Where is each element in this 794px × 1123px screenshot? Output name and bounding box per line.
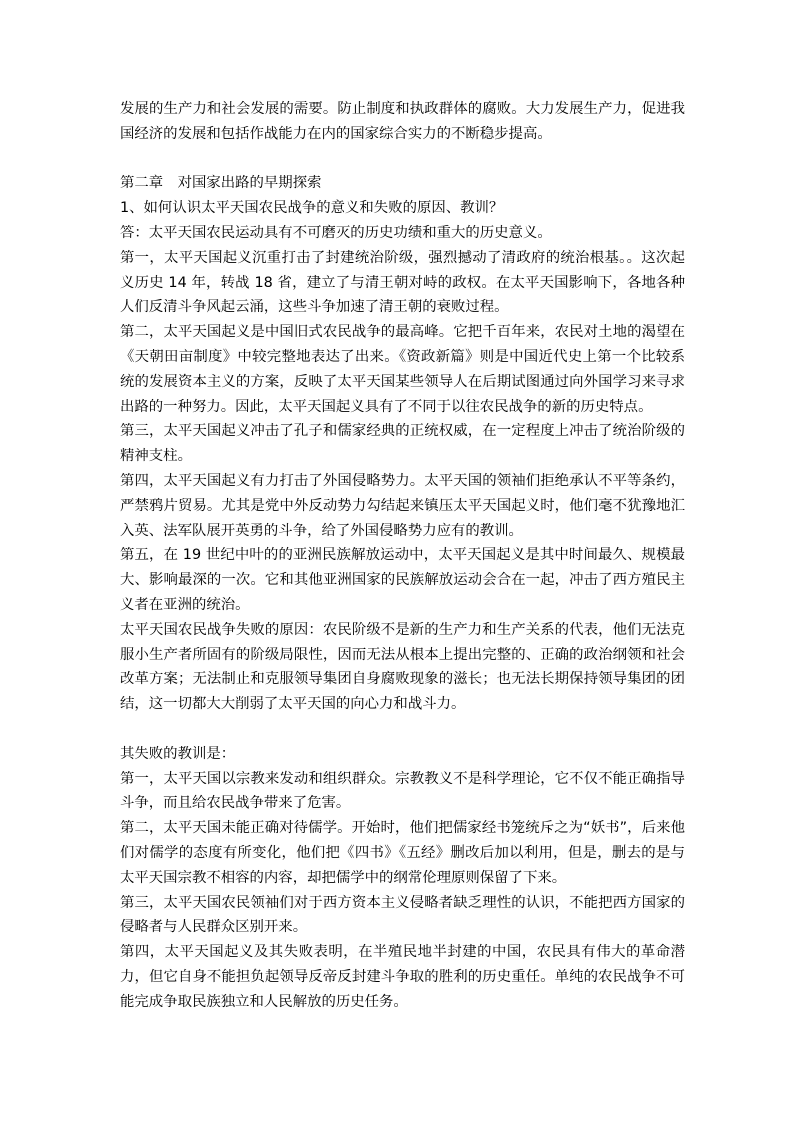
document-body — [120, 97, 685, 1014]
paragraph-lesson-third: 第三，太平天国农民领袖们对于西方资本主义侵略者缺乏理性的认识，不能把西方国家的侵略者与人民群众区别开来。 — [120, 894, 685, 936]
question-heading: 1、如何认识太平天国农民战争的意义和失败的原因、教训？ — [120, 200, 504, 217]
paragraph-failure-causes: 太平天国农民战争失败的原因：农民阶级不是新的生产力和生产关系的代表，他们无法克服小生产者所固有的阶级局限性，因而无法从根本上提出完整的、正确的政治纲领和社会改革方案；无法制止和克服领导集团自身腐败现象的滋长；也无法长期保持领导集团的团结，这一切都大大削弱了太平天国的向心力和战斗力。 — [120, 621, 685, 713]
blank-line — [120, 717, 685, 742]
paragraph-fourth-point: 第四，太平天国起义有力打击了外国侵略势力。太平天国的领袖们拒绝承认不平等条约，严禁鸦片贸易。尤其是党中外反动势力勾结起来镇压太平天国起义时，他们毫不犹豫地汇入英、法军队展开英勇的斗争，给了外国侵略势力应有的教训。 — [120, 472, 685, 539]
paragraph-lesson-first: 第一，太平天国以宗教来发动和组织群众。宗教教义不是科学理论，它不仅不能正确指导斗争，而且给农民战争带来了危害。 — [120, 770, 685, 812]
answer-intro: 答：太平天国农民运动具有不可磨灭的历史功绩和重大的历史意义。 — [120, 224, 552, 241]
paragraph-third-point: 第三，太平天国起义冲击了孔子和儒家经典的正统权威，在一定程度上冲击了统治阶级的精神支柱。 — [120, 423, 685, 465]
paragraph-lesson-fourth: 第四，太平天国起义及其失败表明，在半殖民地半封建的中国，农民具有伟大的革命潜力，但它自身不能担负起领导反帝反封建斗争取的胜利的历史重任。单纯的农民战争不可能完成争取民族独立和人民解放的历史任务。 — [120, 944, 685, 1010]
blank-line — [120, 147, 685, 172]
paragraph-lesson-second: 第二，太平天国未能正确对待儒学。开始时，他们把儒家经书笼统斥之为“妖书”，后来他们对儒学的态度有所变化，他们把《四书》《五经》删改后加以利用，但是，删去的是与太平天国宗教不相容的内容，却把儒学中的纲常伦理原则保留了下来。 — [120, 820, 685, 886]
paragraph-first-point: 第一，太平天国起义沉重打击了封建统治阶级，强烈撼动了清政府的统治根基。。这次起义历史 14 年，转战 18 省，建立了与清王朝对峙的政权。在太平天国影响下，各地各种人们反清斗争风起云涌，这些斗争加速了清王朝的衰败过程。 — [120, 249, 685, 316]
paragraph-continuation: 发展的生产力和社会发展的需要。防止制度和执政群体的腐败。大力发展生产力，促进我国经济的发展和包括作战能力在内的国家综合实力的不断稳步提高。 — [120, 101, 685, 142]
chapter-heading: 第二章 对国家出路的早期探索 — [120, 175, 322, 192]
lessons-heading: 其失败的教训是： — [120, 745, 236, 762]
paragraph-second-point: 第二，太平天国起义是中国旧式农民战争的最高峰。它把千百年来，农民对土地的渴望在《天朝田亩制度》中较完整地表达了出来。《资政新篇》则是中国近代史上第一个比较系统的发展资本主义的方案，反映了太平天国某些领导人在后期试图通过向外国学习来寻求出路的一种努力。因此，太平天国起义具有了不同于以往农民战争的新的历史特点。 — [120, 324, 685, 415]
paragraph-fifth-point: 第五，在 19 世纪中叶的的亚洲民族解放运动中，太平天国起义是其中时间最久、规模最大、影响最深的一次。它和其他亚洲国家的民族解放运动会合在一起，冲击了西方殖民主义者在亚洲的统治。 — [120, 547, 685, 613]
